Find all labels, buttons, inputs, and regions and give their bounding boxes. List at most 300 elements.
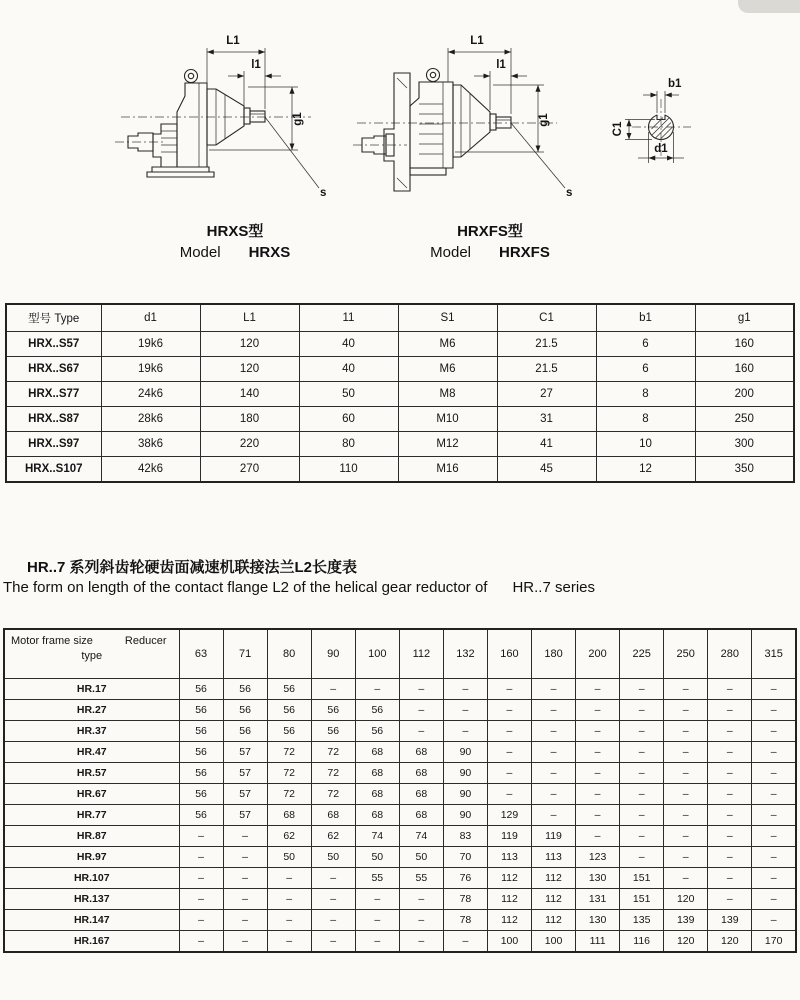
- t1-cell: HRX..S77: [6, 382, 101, 407]
- model-label: Model: [179, 244, 221, 261]
- t2-value-cell: –: [179, 868, 223, 889]
- t2-value-cell: –: [664, 679, 708, 700]
- t2-reducer-type-cell: HR.57: [4, 763, 179, 784]
- t1-header-row: [6, 304, 794, 332]
- t2-frame-size-header: 160: [487, 629, 531, 679]
- t2-value-cell: 72: [311, 784, 355, 805]
- t2-value-cell: –: [708, 784, 752, 805]
- t2-value-cell: –: [752, 679, 796, 700]
- t2-value-cell: –: [487, 679, 531, 700]
- t1-cell: M16: [398, 457, 497, 483]
- t1-header-cell: S1: [398, 304, 497, 332]
- t1-cell: HRX..S57: [6, 332, 101, 357]
- cone-housing: [453, 85, 490, 157]
- shaft-step: [244, 108, 250, 124]
- t1-cell: 200: [695, 382, 794, 407]
- t2-value-cell: –: [487, 784, 531, 805]
- t2-value-cell: –: [532, 700, 576, 721]
- t2-value-cell: –: [355, 889, 399, 910]
- t2-value-cell: 90: [443, 763, 487, 784]
- t1-cell: 60: [299, 407, 398, 432]
- t1-cell: HRX..S97: [6, 432, 101, 457]
- t2-value-cell: –: [708, 847, 752, 868]
- t2-value-cell: –: [487, 742, 531, 763]
- t2-value-cell: 120: [708, 931, 752, 953]
- t1-cell: 160: [695, 357, 794, 382]
- t1-cell: 38k6: [101, 432, 200, 457]
- dim-g1-label: g1: [538, 113, 550, 127]
- t2-value-cell: –: [267, 868, 311, 889]
- t2-row: [4, 826, 796, 847]
- t2-value-cell: –: [179, 847, 223, 868]
- t2-frame-size-header: 132: [443, 629, 487, 679]
- t1-cell: 45: [497, 457, 596, 483]
- t1-cell: HRX..S107: [6, 457, 101, 483]
- t2-value-cell: –: [752, 742, 796, 763]
- t2-row: [4, 868, 796, 889]
- t2-value-cell: –: [267, 889, 311, 910]
- t2-value-cell: –: [708, 700, 752, 721]
- t2-value-cell: –: [399, 910, 443, 931]
- t2-value-cell: –: [664, 847, 708, 868]
- t2-value-cell: –: [576, 784, 620, 805]
- t2-value-cell: 56: [179, 742, 223, 763]
- t1-header-cell: 型号 Type: [6, 304, 101, 332]
- t2-value-cell: –: [443, 931, 487, 953]
- t1-cell: 8: [596, 407, 695, 432]
- t2-value-cell: 130: [576, 868, 620, 889]
- t2-value-cell: 62: [267, 826, 311, 847]
- t2-value-cell: 151: [620, 889, 664, 910]
- t2-value-cell: –: [576, 721, 620, 742]
- t2-value-cell: 83: [443, 826, 487, 847]
- t2-value-cell: 123: [576, 847, 620, 868]
- hrxfs-drawing: [353, 28, 585, 220]
- t2-value-cell: –: [620, 847, 664, 868]
- t2-value-cell: –: [708, 805, 752, 826]
- t2-value-cell: 68: [399, 784, 443, 805]
- t2-frame-size-header: 315: [752, 629, 796, 679]
- t2-value-cell: 56: [267, 721, 311, 742]
- t2-value-cell: 90: [443, 784, 487, 805]
- t1-cell: 110: [299, 457, 398, 483]
- t2-value-cell: –: [223, 847, 267, 868]
- hrxs-caption-cn: HRXS型: [206, 223, 264, 240]
- t2-value-cell: 72: [311, 742, 355, 763]
- t2-value-cell: –: [267, 931, 311, 953]
- t2-value-cell: –: [620, 805, 664, 826]
- t2-value-cell: –: [355, 679, 399, 700]
- t1-cell: 42k6: [101, 457, 200, 483]
- t2-frame-size-header: 112: [399, 629, 443, 679]
- flange-l2-table: [3, 628, 797, 953]
- t1-cell: 140: [200, 382, 299, 407]
- t2-frame-size-header: 100: [355, 629, 399, 679]
- t1-cell: 220: [200, 432, 299, 457]
- t2-value-cell: 56: [311, 700, 355, 721]
- t2-value-cell: –: [752, 784, 796, 805]
- t2-value-cell: –: [664, 784, 708, 805]
- dim-s-label: s: [320, 187, 327, 199]
- t1-cell: 120: [200, 357, 299, 382]
- t2-value-cell: –: [664, 742, 708, 763]
- scan-artifact: [738, 0, 800, 13]
- t1-cell: 21.5: [497, 357, 596, 382]
- dim-s-label: s: [566, 187, 573, 199]
- t1-cell: 350: [695, 457, 794, 483]
- t1-header-cell: g1: [695, 304, 794, 332]
- t2-value-cell: –: [708, 826, 752, 847]
- t2-value-cell: –: [443, 679, 487, 700]
- t2-value-cell: –: [311, 889, 355, 910]
- t2-value-cell: –: [532, 784, 576, 805]
- t2-value-cell: –: [576, 805, 620, 826]
- t2-row: [4, 931, 796, 953]
- dim-g1-label: g1: [292, 112, 304, 126]
- t2-value-cell: 68: [311, 805, 355, 826]
- t2-reducer-type-cell: HR.17: [4, 679, 179, 700]
- base-plate: [152, 167, 209, 172]
- t2-value-cell: 120: [664, 931, 708, 953]
- t2-value-cell: 76: [443, 868, 487, 889]
- t2-value-cell: 56: [179, 679, 223, 700]
- t1-cell: 21.5: [497, 332, 596, 357]
- t1-header-cell: b1: [596, 304, 695, 332]
- t2-value-cell: 74: [399, 826, 443, 847]
- dim-L1-label: L1: [226, 35, 240, 47]
- t2-value-cell: –: [267, 910, 311, 931]
- t2-value-cell: –: [752, 805, 796, 826]
- t2-value-cell: –: [620, 700, 664, 721]
- t2-value-cell: 55: [399, 868, 443, 889]
- t2-value-cell: 170: [752, 931, 796, 953]
- t1-cell: 19k6: [101, 332, 200, 357]
- corner-type-label: type: [81, 650, 103, 662]
- hrxs-caption: [130, 221, 340, 263]
- bearing-housing: [153, 124, 177, 167]
- t2-value-cell: –: [752, 826, 796, 847]
- t2-value-cell: 68: [267, 805, 311, 826]
- t1-cell: 28k6: [101, 407, 200, 432]
- hrxs-drawing: [113, 28, 340, 220]
- t2-value-cell: 112: [532, 868, 576, 889]
- t2-value-cell: 56: [179, 700, 223, 721]
- t1-cell: 24k6: [101, 382, 200, 407]
- t2-row: [4, 784, 796, 805]
- t2-value-cell: –: [664, 868, 708, 889]
- t2-value-cell: 90: [443, 742, 487, 763]
- t2-value-cell: –: [752, 910, 796, 931]
- t2-value-cell: –: [223, 868, 267, 889]
- t1-cell: M12: [398, 432, 497, 457]
- t2-value-cell: 50: [399, 847, 443, 868]
- t2-value-cell: 112: [532, 889, 576, 910]
- t2-value-cell: –: [355, 931, 399, 953]
- t2-value-cell: –: [487, 721, 531, 742]
- t1-row: [6, 382, 794, 407]
- t2-value-cell: –: [576, 763, 620, 784]
- model-label: Model: [430, 244, 471, 261]
- t2-frame-size-header: 200: [576, 629, 620, 679]
- t2-value-cell: –: [620, 742, 664, 763]
- hrxs-caption-model: [130, 242, 340, 263]
- t1-cell: M8: [398, 382, 497, 407]
- t2-value-cell: 78: [443, 889, 487, 910]
- lifting-eye-icon: [427, 69, 440, 82]
- t2-value-cell: 70: [443, 847, 487, 868]
- gearbox-body: [410, 82, 453, 168]
- t2-frame-size-header: 80: [267, 629, 311, 679]
- t2-value-cell: 112: [532, 910, 576, 931]
- t1-cell: 180: [200, 407, 299, 432]
- t1-cell: 270: [200, 457, 299, 483]
- t2-value-cell: –: [708, 721, 752, 742]
- t2-value-cell: 50: [311, 847, 355, 868]
- t2-value-cell: 111: [576, 931, 620, 953]
- t2-value-cell: 62: [311, 826, 355, 847]
- shaft-section-drawing: [602, 72, 742, 184]
- t2-value-cell: –: [752, 889, 796, 910]
- t2-value-cell: –: [179, 889, 223, 910]
- t2-value-cell: –: [620, 826, 664, 847]
- t2-value-cell: –: [708, 763, 752, 784]
- t2-value-cell: –: [223, 910, 267, 931]
- corner-motor-frame-label: Motor frame size: [11, 635, 93, 647]
- t2-value-cell: 56: [311, 721, 355, 742]
- t2-row: [4, 679, 796, 700]
- t2-value-cell: 112: [487, 889, 531, 910]
- t1-cell: 40: [299, 332, 398, 357]
- t2-reducer-type-cell: HR.147: [4, 910, 179, 931]
- t2-reducer-type-cell: HR.37: [4, 721, 179, 742]
- t2-frame-size-header: 280: [708, 629, 752, 679]
- t2-value-cell: 90: [443, 805, 487, 826]
- t2-value-cell: –: [223, 931, 267, 953]
- dim-l1-label: l1: [251, 59, 261, 71]
- t2-value-cell: –: [443, 721, 487, 742]
- hrxfs-caption-cn: HRXFS型: [457, 223, 523, 240]
- t1-row: [6, 332, 794, 357]
- t1-cell: 19k6: [101, 357, 200, 382]
- t2-value-cell: 72: [267, 742, 311, 763]
- t2-value-cell: 129: [487, 805, 531, 826]
- t2-value-cell: –: [399, 721, 443, 742]
- t2-reducer-type-cell: HR.107: [4, 868, 179, 889]
- t2-value-cell: 120: [664, 889, 708, 910]
- t2-value-cell: 56: [267, 679, 311, 700]
- t1-cell: 50: [299, 382, 398, 407]
- t2-value-cell: –: [576, 700, 620, 721]
- t2-value-cell: 68: [355, 784, 399, 805]
- t2-value-cell: 56: [223, 679, 267, 700]
- t2-row: [4, 889, 796, 910]
- t2-value-cell: 55: [355, 868, 399, 889]
- t1-cell: HRX..S87: [6, 407, 101, 432]
- t2-value-cell: 68: [399, 742, 443, 763]
- t2-frame-size-header: 71: [223, 629, 267, 679]
- t2-value-cell: –: [708, 889, 752, 910]
- t2-reducer-type-cell: HR.87: [4, 826, 179, 847]
- hrxfs-caption-model: [385, 242, 595, 263]
- t2-value-cell: 119: [487, 826, 531, 847]
- t2-value-cell: 113: [532, 847, 576, 868]
- gearbox-body: [177, 83, 207, 167]
- t1-cell: M10: [398, 407, 497, 432]
- t2-value-cell: 74: [355, 826, 399, 847]
- t2-value-cell: 57: [223, 742, 267, 763]
- t2-value-cell: –: [664, 700, 708, 721]
- t2-corner-cell: [4, 629, 179, 679]
- t2-value-cell: 56: [355, 721, 399, 742]
- t2-row: [4, 805, 796, 826]
- dim-b1-label: b1: [668, 78, 682, 90]
- dim-d1-label: d1: [654, 143, 668, 155]
- t2-frame-size-header: 63: [179, 629, 223, 679]
- t2-value-cell: 151: [620, 868, 664, 889]
- t2-head-row: [4, 629, 796, 679]
- t1-head: [6, 304, 794, 332]
- model-name: HRXS: [248, 244, 291, 261]
- t2-value-cell: 72: [267, 784, 311, 805]
- t1-row: [6, 407, 794, 432]
- t2-value-cell: 72: [311, 763, 355, 784]
- t2-value-cell: 56: [179, 763, 223, 784]
- t2-reducer-type-cell: HR.137: [4, 889, 179, 910]
- t1-body: [6, 332, 794, 483]
- t2-value-cell: 68: [355, 805, 399, 826]
- t2-value-cell: 50: [355, 847, 399, 868]
- t2-value-cell: 72: [267, 763, 311, 784]
- lifting-eye-icon: [185, 70, 198, 83]
- t2-value-cell: –: [576, 826, 620, 847]
- t2-value-cell: 139: [708, 910, 752, 931]
- t2-value-cell: 130: [576, 910, 620, 931]
- t2-value-cell: –: [179, 931, 223, 953]
- t2-value-cell: 56: [355, 700, 399, 721]
- t1-cell: 160: [695, 332, 794, 357]
- t2-value-cell: –: [752, 868, 796, 889]
- t2-value-cell: 56: [223, 721, 267, 742]
- t2-value-cell: –: [223, 826, 267, 847]
- t2-value-cell: 50: [267, 847, 311, 868]
- output-shaft: [496, 117, 511, 128]
- hrxfs-caption: [385, 221, 595, 263]
- t2-value-cell: –: [620, 763, 664, 784]
- t2-value-cell: –: [708, 742, 752, 763]
- t2-value-cell: 68: [399, 805, 443, 826]
- t2-value-cell: –: [311, 679, 355, 700]
- t2-row: [4, 763, 796, 784]
- t2-value-cell: –: [487, 700, 531, 721]
- dim-l1-label: l1: [496, 59, 506, 71]
- t2-value-cell: –: [399, 700, 443, 721]
- t2-value-cell: –: [664, 721, 708, 742]
- t2-value-cell: –: [532, 805, 576, 826]
- mounting-flange: [384, 73, 410, 191]
- t1-cell: 300: [695, 432, 794, 457]
- t2-reducer-type-cell: HR.97: [4, 847, 179, 868]
- t1-cell: M6: [398, 332, 497, 357]
- t2-value-cell: –: [399, 679, 443, 700]
- t2-value-cell: 57: [223, 784, 267, 805]
- t2-value-cell: –: [532, 763, 576, 784]
- shaft-step: [490, 114, 496, 130]
- t2-value-cell: 112: [487, 910, 531, 931]
- t2-value-cell: 56: [179, 805, 223, 826]
- t1-cell: 41: [497, 432, 596, 457]
- t2-value-cell: 57: [223, 805, 267, 826]
- t2-value-cell: 68: [355, 763, 399, 784]
- t2-value-cell: –: [664, 805, 708, 826]
- base-plate: [410, 168, 446, 175]
- corner-reducer-label: Reducer: [124, 635, 167, 647]
- t2-reducer-type-cell: HR.27: [4, 700, 179, 721]
- t1-cell: 6: [596, 357, 695, 382]
- t1-header-cell: L1: [200, 304, 299, 332]
- t2-row: [4, 721, 796, 742]
- t2-value-cell: 78: [443, 910, 487, 931]
- t1-cell: 8: [596, 382, 695, 407]
- t2-value-cell: 113: [487, 847, 531, 868]
- t1-header-cell: d1: [101, 304, 200, 332]
- base-foot: [147, 172, 214, 177]
- t2-value-cell: –: [532, 721, 576, 742]
- t2-value-cell: –: [576, 679, 620, 700]
- t2-value-cell: –: [443, 700, 487, 721]
- t1-header-cell: 11: [299, 304, 398, 332]
- lifting-eye-icon: [188, 73, 193, 78]
- section-heading-cn: HR..7 系列斜齿轮硬齿面减速机联接法兰L2长度表: [27, 559, 358, 576]
- t2-value-cell: –: [752, 700, 796, 721]
- t2-frame-size-header: 90: [311, 629, 355, 679]
- t1-row: [6, 432, 794, 457]
- t2-value-cell: –: [620, 784, 664, 805]
- t2-reducer-type-cell: HR.47: [4, 742, 179, 763]
- t2-value-cell: –: [399, 889, 443, 910]
- t2-value-cell: –: [179, 826, 223, 847]
- t2-value-cell: –: [752, 763, 796, 784]
- t2-value-cell: –: [532, 742, 576, 763]
- t1-cell: M6: [398, 357, 497, 382]
- t2-value-cell: 57: [223, 763, 267, 784]
- t2-frame-size-header: 250: [664, 629, 708, 679]
- dim-C1-label: C1: [612, 121, 624, 137]
- lifting-eye-icon: [430, 72, 435, 77]
- t2-row: [4, 700, 796, 721]
- t2-value-cell: 131: [576, 889, 620, 910]
- t1-cell: 120: [200, 332, 299, 357]
- t2-value-cell: –: [620, 679, 664, 700]
- t1-cell: 27: [497, 382, 596, 407]
- t2-value-cell: –: [311, 910, 355, 931]
- t2-value-cell: –: [223, 889, 267, 910]
- t2-frame-size-header: 225: [620, 629, 664, 679]
- t2-value-cell: 139: [664, 910, 708, 931]
- t2-value-cell: 135: [620, 910, 664, 931]
- t2-value-cell: 112: [487, 868, 531, 889]
- t2-value-cell: –: [355, 910, 399, 931]
- t1-row: [6, 457, 794, 483]
- t1-header-cell: C1: [497, 304, 596, 332]
- t2-value-cell: 56: [179, 784, 223, 805]
- t1-row: [6, 357, 794, 382]
- t2-value-cell: 100: [532, 931, 576, 953]
- t2-value-cell: 56: [267, 700, 311, 721]
- t1-cell: HRX..S67: [6, 357, 101, 382]
- t2-value-cell: 56: [179, 721, 223, 742]
- t2-value-cell: 116: [620, 931, 664, 953]
- t2-frame-size-header: 180: [532, 629, 576, 679]
